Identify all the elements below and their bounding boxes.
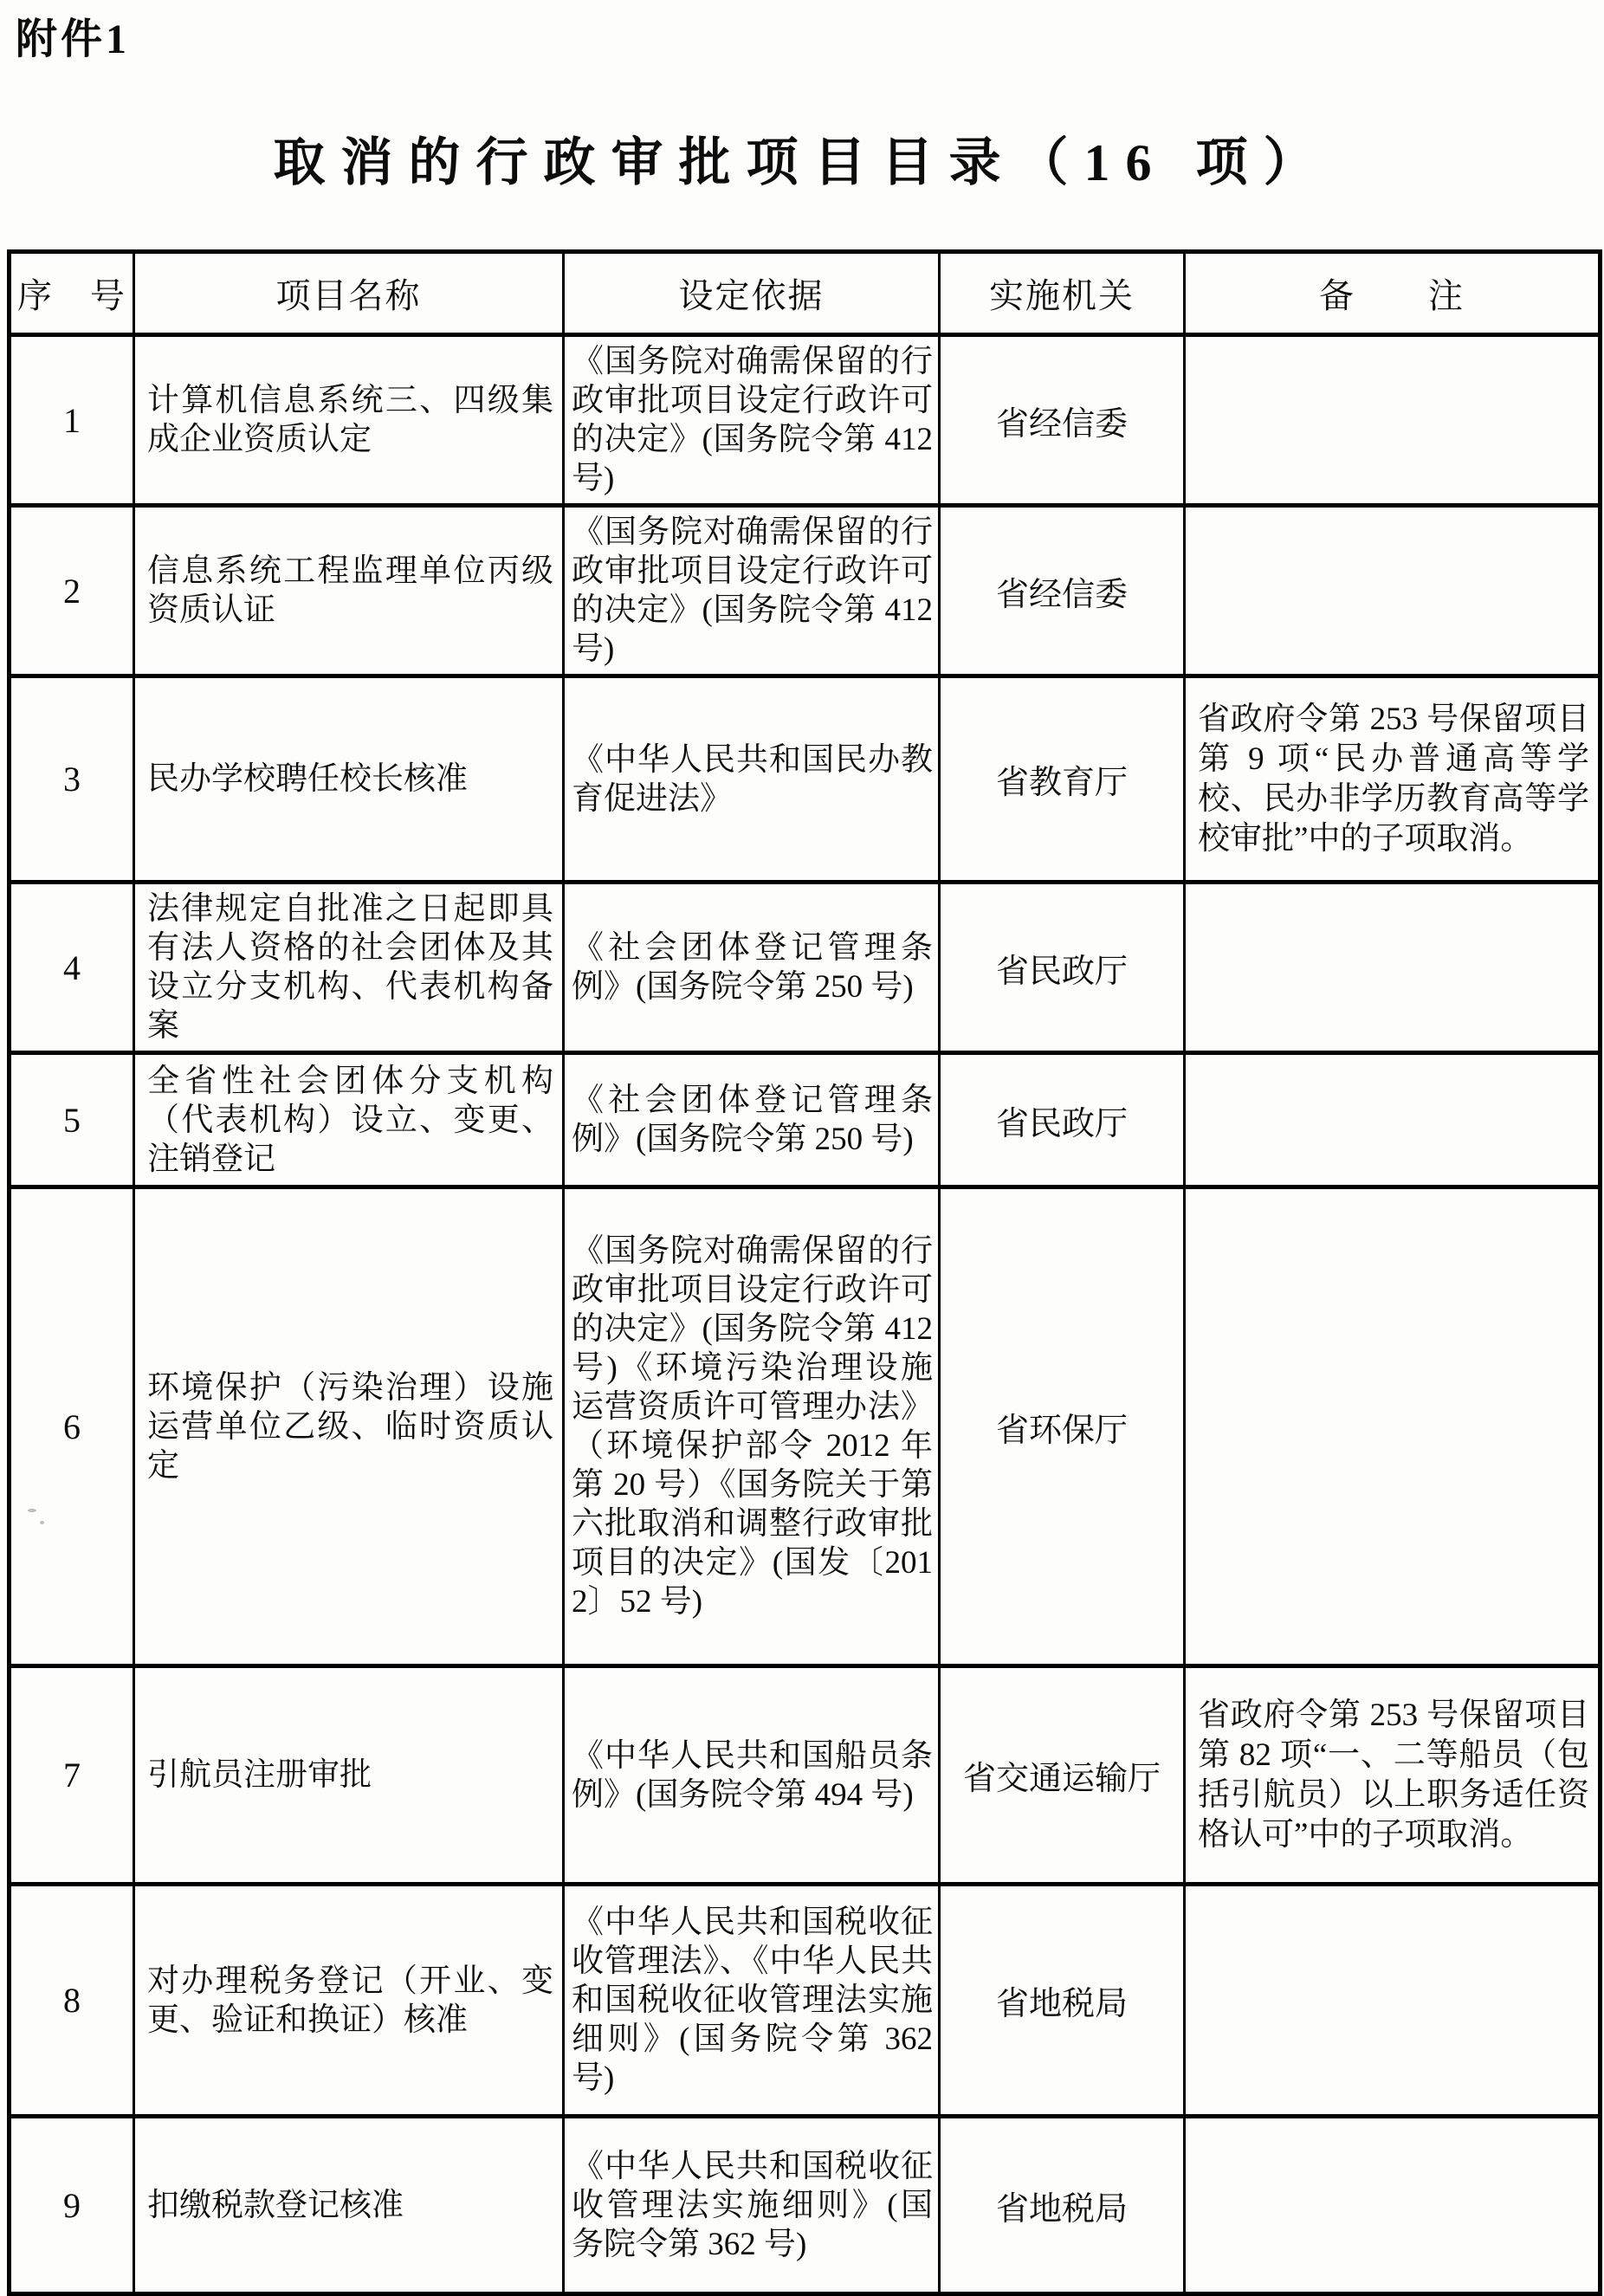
header-row — [10, 252, 1601, 335]
cell-legal-basis: 《国务院对确需保留的行政审批项目设定行政许可的决定》(国务院令第 412 号) — [564, 335, 940, 506]
table-row — [10, 1885, 1601, 2117]
cell-legal-basis: 《国务院对确需保留的行政审批项目设定行政许可的决定》(国务院令第 412 号) — [564, 506, 940, 676]
col-header-remark: 备 注 — [1185, 252, 1601, 335]
cell-legal-basis: 《中华人民共和国税收征收管理法》、《中华人民共和国税收征收管理法实施细则》(国务院令第 362 号) — [564, 1885, 940, 2117]
cell-project-name: 民办学校聘任校长核准 — [134, 676, 564, 883]
cell-remark — [1185, 1885, 1601, 2117]
cell-remark — [1185, 335, 1601, 506]
cell-remark — [1185, 1053, 1601, 1187]
cell-no: 9 — [10, 2117, 134, 2294]
cell-agency: 省交通运输厅 — [940, 1666, 1185, 1885]
cell-no: 3 — [10, 676, 134, 883]
col-header-name: 项目名称 — [134, 252, 564, 335]
cell-legal-basis: 《社会团体登记管理条例》(国务院令第 250 号) — [564, 883, 940, 1053]
cell-agency: 省经信委 — [940, 335, 1185, 506]
cell-project-name: 计算机信息系统三、四级集成企业资质认定 — [134, 335, 564, 506]
cell-no: 6 — [10, 1187, 134, 1666]
table-row — [10, 883, 1601, 1053]
cell-no: 1 — [10, 335, 134, 506]
cell-agency: 省地税局 — [940, 2117, 1185, 2294]
scan-speckle — [40, 1521, 44, 1524]
cell-remark — [1185, 1187, 1601, 1666]
cell-remark: 省政府令第 253 号保留项目第 9 项“民办普通高等学校、民办非学历教育高等学校审批”中的子项取消。 — [1185, 676, 1601, 883]
cell-project-name: 信息系统工程监理单位丙级资质认证 — [134, 506, 564, 676]
cell-agency: 省教育厅 — [940, 676, 1185, 883]
cell-legal-basis: 《中华人民共和国船员条例》(国务院令第 494 号) — [564, 1666, 940, 1885]
cell-agency: 省民政厅 — [940, 1053, 1185, 1187]
table-row — [10, 1053, 1601, 1187]
cell-project-name: 引航员注册审批 — [134, 1666, 564, 1885]
cell-remark — [1185, 883, 1601, 1053]
scan-speckle — [28, 1509, 36, 1512]
attachment-label: 附件1 — [16, 16, 131, 62]
table-row — [10, 1187, 1601, 1666]
cell-agency: 省地税局 — [940, 1885, 1185, 2117]
cell-legal-basis: 《中华人民共和国民办教育促进法》 — [564, 676, 940, 883]
cell-legal-basis: 《社会团体登记管理条例》(国务院令第 250 号) — [564, 1053, 940, 1187]
table-row — [10, 335, 1601, 506]
page-title: 取消的行政审批项目目录（16 项） — [273, 134, 1331, 191]
cell-project-name: 法律规定自批准之日起即具有法人资格的社会团体及其设立分支机构、代表机构备案 — [134, 883, 564, 1053]
cell-agency: 省经信委 — [940, 506, 1185, 676]
cell-legal-basis: 《中华人民共和国税收征收管理法实施细则》(国务院令第 362 号) — [564, 2117, 940, 2294]
cell-project-name: 扣缴税款登记核准 — [134, 2117, 564, 2294]
cell-agency: 省民政厅 — [940, 883, 1185, 1053]
table-row — [10, 506, 1601, 676]
cell-project-name: 对办理税务登记（开业、变更、验证和换证）核准 — [134, 1885, 564, 2117]
cell-remark — [1185, 2117, 1601, 2294]
cell-no: 8 — [10, 1885, 134, 2117]
approval-items-table — [7, 249, 1602, 2296]
cell-no: 5 — [10, 1053, 134, 1187]
col-header-agency: 实施机关 — [940, 252, 1185, 335]
cell-project-name: 环境保护（污染治理）设施运营单位乙级、临时资质认定 — [134, 1187, 564, 1666]
table-row — [10, 676, 1601, 883]
cell-no: 7 — [10, 1666, 134, 1885]
cell-no: 4 — [10, 883, 134, 1053]
cell-agency: 省环保厅 — [940, 1187, 1185, 1666]
table-body — [10, 335, 1601, 2294]
table-row — [10, 2117, 1601, 2294]
col-header-basis: 设定依据 — [564, 252, 940, 335]
col-header-no: 序 号 — [10, 252, 134, 335]
table-row — [10, 1666, 1601, 1885]
cell-legal-basis: 《国务院对确需保留的行政审批项目设定行政许可的决定》(国务院令第 412 号)《环境污染治理设施运营资质许可管理办法》（环境保护部令 2012 年第 20 号）《国务院关于第六批取消和调整行政审批项目的决定》(国发〔2012〕52 号) — [564, 1187, 940, 1666]
cell-project-name: 全省性社会团体分支机构（代表机构）设立、变更、注销登记 — [134, 1053, 564, 1187]
cell-remark: 省政府令第 253 号保留项目第 82 项“一、二等船员（包括引航员）以上职务适任资格认可”中的子项取消。 — [1185, 1666, 1601, 1885]
cell-remark — [1185, 506, 1601, 676]
cell-no: 2 — [10, 506, 134, 676]
